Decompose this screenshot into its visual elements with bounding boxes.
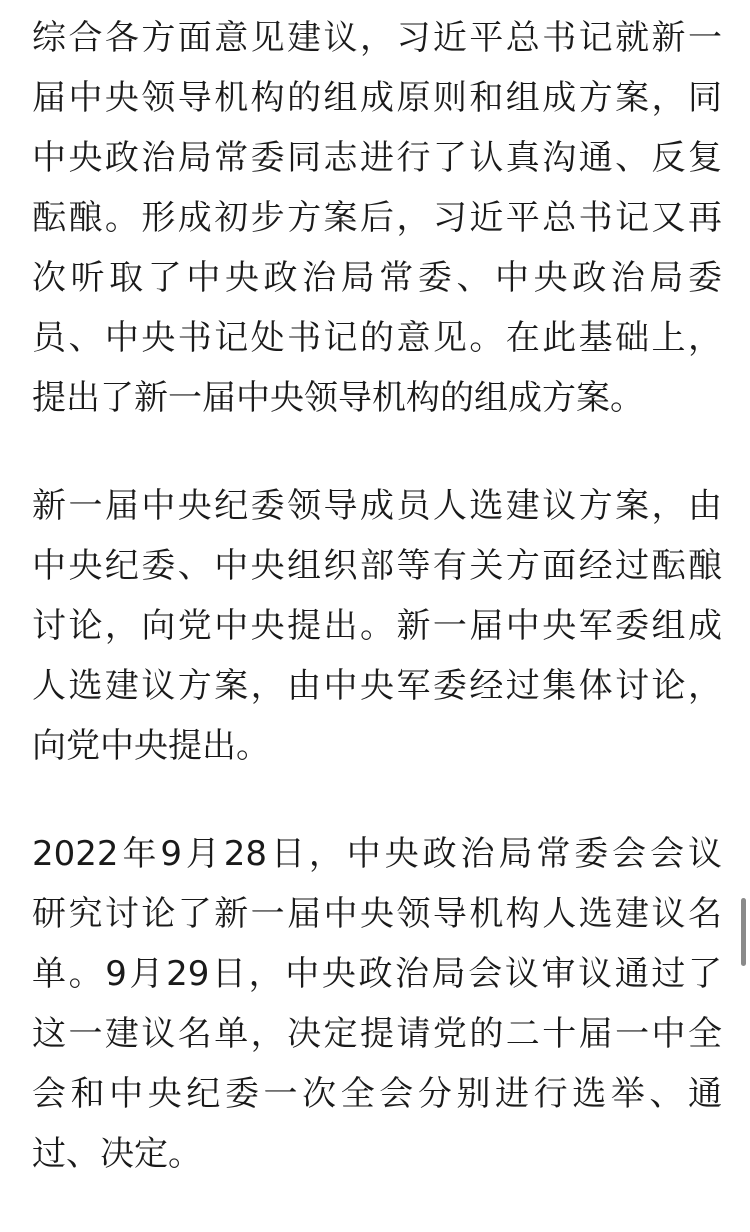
paragraph-1 [32, 8, 722, 428]
text-line: 中央政治局常委同志进行了认真沟通、反复 [32, 138, 722, 178]
scrollbar-thumb[interactable] [741, 898, 746, 966]
text-line: 会和中央纪委一次全会分别进行选举、通 [32, 1074, 722, 1114]
text-line: 新一届中央纪委领导成员人选建议方案，由 [32, 486, 722, 526]
text-line: 员、中央书记处书记的意见。在此基础上， [32, 318, 722, 358]
text-line: 2022年9月28日，中央政治局常委会会议 [32, 834, 722, 874]
text-line: 中央纪委、中央组织部等有关方面经过酝酿 [32, 546, 722, 586]
text-line: 这一建议名单，决定提请党的二十届一中全 [32, 1014, 722, 1054]
article-body [32, 0, 722, 1232]
text-line: 过、决定。 [32, 1134, 202, 1174]
text-line: 向党中央提出。 [32, 726, 270, 766]
text-line: 届中央领导机构的组成原则和组成方案，同 [32, 78, 722, 118]
text-line: 酝酿。形成初步方案后，习近平总书记又再 [32, 198, 722, 238]
text-line: 提出了新一届中央领导机构的组成方案。 [32, 378, 644, 418]
paragraph-3 [32, 824, 722, 1184]
text-line: 单。9月29日，中央政治局会议审议通过了 [32, 954, 722, 994]
text-line: 人选建议方案，由中央军委经过集体讨论， [32, 666, 722, 706]
text-line: 讨论，向党中央提出。新一届中央军委组成 [32, 606, 722, 646]
paragraph-2 [32, 476, 722, 776]
text-line: 研究讨论了新一届中央领导机构人选建议名 [32, 894, 722, 934]
text-line: 次听取了中央政治局常委、中央政治局委 [32, 258, 722, 298]
text-line: 综合各方面意见建议，习近平总书记就新一 [32, 18, 722, 58]
